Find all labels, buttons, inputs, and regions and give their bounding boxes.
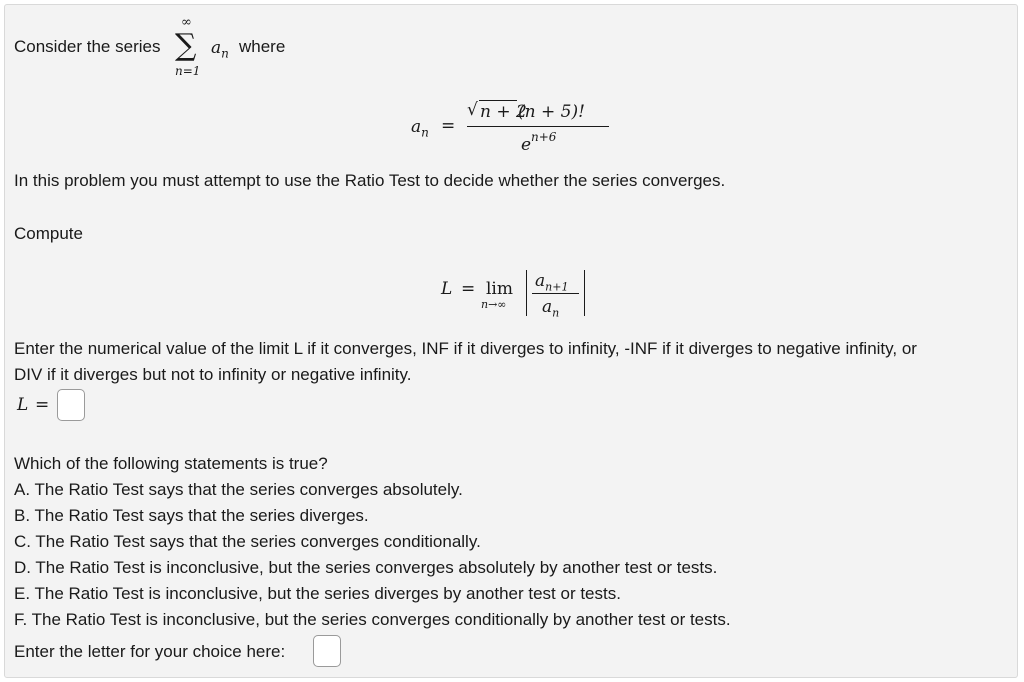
option-f: F. The Ratio Test is inconclusive, but the series converges conditionally by another test or tests. bbox=[14, 610, 731, 629]
limit-lhs: L bbox=[441, 279, 453, 299]
enter-value-line2: DIV if it diverges but not to infinity or negative infinity. bbox=[14, 365, 412, 384]
option-c: C. The Ratio Test says that the series converges conditionally. bbox=[14, 532, 481, 551]
instruction-text: In this problem you must attempt to use the Ratio Test to decide whether the series converges. bbox=[14, 171, 726, 190]
answer-l-equals: = bbox=[35, 395, 50, 415]
choice-answer-input[interactable] bbox=[313, 635, 341, 667]
problem-panel bbox=[4, 4, 1018, 678]
numerator-factorial: (n + 5)! bbox=[518, 102, 585, 122]
denominator-exponent: n+6 bbox=[531, 130, 557, 144]
sum-lower-limit: n=1 bbox=[175, 64, 201, 78]
question-text: Which of the following statements is true? bbox=[14, 454, 328, 473]
abs-bar-right bbox=[584, 270, 585, 316]
option-d: D. The Ratio Test is inconclusive, but the series converges absolutely by another test or tests. bbox=[14, 558, 718, 577]
answer-l-label: L bbox=[17, 395, 29, 415]
formula-fraction-bar bbox=[467, 126, 609, 127]
sum-upper-limit: ∞ bbox=[181, 15, 192, 30]
lim-operator: lim bbox=[486, 279, 513, 299]
choice-label: Enter the letter for your choice here: bbox=[14, 642, 286, 661]
enter-value-line1: Enter the numerical value of the limit L if it converges, INF if it diverges to infinity, -INF if it diverges to negative infinity, or bbox=[14, 339, 917, 358]
ratio-numerator: $a_{n+1}$ bbox=[535, 271, 569, 294]
option-b: B. The Ratio Test says that the series diverges. bbox=[14, 506, 369, 525]
denominator-base: e bbox=[521, 135, 532, 155]
formula-lhs: $a_n$ bbox=[411, 117, 429, 140]
option-e: E. The Ratio Test is inconclusive, but the series diverges by another test or tests. bbox=[14, 584, 621, 603]
sqrt-radicand: n + 2 bbox=[480, 102, 527, 122]
intro-suffix: where bbox=[239, 37, 286, 56]
ratio-fraction-bar bbox=[532, 293, 579, 294]
ratio-denominator: $a_n$ bbox=[542, 297, 560, 320]
limit-answer-input[interactable] bbox=[57, 389, 85, 421]
sigma-symbol: ∑ bbox=[175, 28, 197, 63]
series-term: $a_n$ bbox=[211, 38, 229, 61]
abs-bar-left bbox=[526, 270, 527, 316]
compute-label: Compute bbox=[14, 224, 83, 243]
intro-prefix: Consider the series bbox=[14, 37, 161, 56]
lim-subscript: n→∞ bbox=[481, 298, 507, 311]
sqrt-symbol: √ bbox=[467, 100, 478, 120]
limit-equals: = bbox=[461, 279, 476, 299]
option-a: A. The Ratio Test says that the series converges absolutely. bbox=[14, 480, 463, 499]
formula-equals: = bbox=[441, 116, 456, 136]
sqrt-overline bbox=[479, 100, 517, 101]
